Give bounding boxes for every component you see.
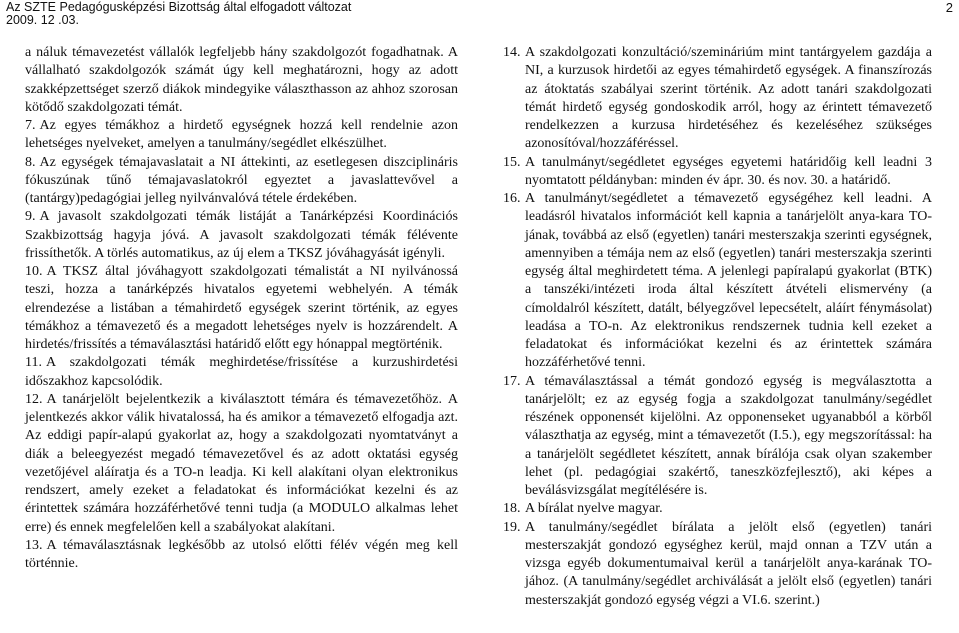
- list-item-text: A témaválasztással a témát gondozó egység is megválasztotta a tanárjelölt; ez az egység fogja a szakdolgozat tanulmány/segédlet részének opponensét kijelölni. Az opponenseket ugyanabból a körből választhatja az egység, mint a témavezetőt (I.5.), egy megszorítással: ha a tanárjelölt segédletet készített, annak bírálója csak olyan szakember lehet (pl. pedagógiai szakértő, taneszközfejlesztő), aki képes a beválásvizsgálat megítélésére is.: [525, 373, 932, 498]
- list-item: [25, 391, 458, 537]
- list-item-number: 10.: [25, 264, 43, 279]
- list-item-number: 17.: [503, 373, 521, 389]
- list-item-number: 19.: [503, 519, 521, 535]
- list-item: [25, 537, 458, 574]
- list-item-text: A javasolt szakdolgozati témák listáját a Tanárképzési Koordinációs Szakbizottság hagyja jóvá. A javasolt szakdolgozati témák félévente frissíthetők. A törlés automatikus, az új elem a TKSZ jóváhagyását igényli.: [25, 209, 458, 261]
- list-item-text: A tanulmányt/segédletet a témavezető egységéhez kell leadni. A leadásról hivatalos információt kell kapnia a tanárjelölt anya-kara TO-jának, továbbá az első (egyetlen) tanári mesterszakja szerinti egységnek, amennyiben a témája nem az első (egyetlen) tanári mesterszakja szerinti egység által meghirdetett téma. A jelenlegi papíralapú gyakorlat (BTK) a tanszéki/intézeti iroda által készített átvételi elismervény (a címoldalról készített, datált, bélyegzővel lepecsételt, aláírt fénymásolat) leadása a TO-n. Az elektronikus rendszernek tudnia kell ezeket a feladatokat és információkat kezelni és az érintettek számára hozzáférhetővé tenni.: [525, 191, 932, 371]
- list-item-number: 13.: [25, 537, 43, 553]
- list-item-text: A TKSZ által jóváhagyott szakdolgozati témalistát a NI nyilvánossá teszi, hozza a tanárképzés hivatalos egyetemi webhelyén. A témák elrendezése a listában a témahirdető egységek szerint történik, az egyes témákhoz a témavezető és a megadott lehetséges nyelv is hozzárendelt. A hirdetés/frissítés a témaválasztási határidő előtt egy hónappal megtörténik.: [25, 264, 458, 352]
- page-number: 2: [945, 0, 953, 15]
- list-item-text: A tanulmány/segédlet bírálata a jelölt első (egyetlen) tanári mesterszakját gondozó egységhez kerül, majd onnan a TZV után a vizsga egyéb dokumentumaival kerül a tanárjelölt anya-karának TO-jához. (A tanulmány/segédlet archiválását a jelölt első (egyetlen) tanári mesterszakját gondozó egység végzi a VI.6. szerint.): [525, 519, 932, 608]
- list-item: [25, 208, 458, 263]
- list-item-text: A szakdolgozati konzultáció/szemináriúm mint tantárgyelem gazdája a NI, a kurzusok hirdetői az egyes témahirdető egységek. A finanszírozás az átoktatás szabályai szerint történik. Az adott tanári szakdolgozati témát hirdető egység gondoskodik arról, hogy az érintett témavezető rendelkezzen a kurzusa hirdetéséhez és kezeléséhez szükséges azonosítóval/hozzáféréssel.: [525, 45, 932, 152]
- list-item-text: A tanárjelölt bejelentkezik a kiválasztott témára és témavezetőhöz. A jelentkezés akkor válik hivatalossá, ha és amikor a témavezető elfogadja azt. Az eddigi papír-alapú gyakorlat az, hogy a szakdolgozati nyomtatványt a diák a beleegyezést megadó témavezetővel és az adott oktatási egység vezetőjével aláíratja és a TO-n leadja. Ki kell alakítani olyan elektronikus rendszert, amely ezeket a feladatokat és információkat kezelni és az érintettek számára hozzáférhetővé tenni tudja (a MODULO alkalmas lehet erre) és ennek megfelelően kell a szabályokat alakítani.: [25, 391, 458, 535]
- list-item-text: Az egyes témákhoz a hirdető egységnek hozzá kell rendelnie azon lehetséges nyelveket, amelyen a tanulmány/segédlet elkészülhet.: [25, 118, 458, 152]
- list-item-number: 9.: [25, 209, 36, 225]
- list-item-number: 11.: [25, 355, 42, 371]
- list-item: [503, 373, 932, 501]
- left-column: [25, 44, 458, 573]
- header-title: Az SZTE Pedagógusképzési Bizottság által elfogadott változat: [6, 0, 352, 14]
- list-item: [503, 44, 932, 154]
- list-item: [503, 500, 932, 518]
- list-item: [503, 519, 932, 610]
- list-item-text: A témaválasztásnak legkésőbb az utolsó előtti félév végén meg kell történnie.: [25, 537, 458, 571]
- list-item-number: 18.: [503, 501, 521, 517]
- paragraph-continuation: a náluk témavezetést vállalók legfeljebb hány szakdolgozót fogadhatnak. A vállalható szakdolgozók számát úgy kell meghatározni, hogy az adott szakképzettséget szerző diákok mindegyike választhasson az ahhoz szorosan kötődő szakdolgozati témát.: [25, 45, 458, 115]
- list-item-number: 16.: [503, 191, 521, 206]
- right-column: [503, 44, 932, 610]
- list-item-text: A bírálat nyelve magyar.: [525, 501, 663, 517]
- list-item-number: 7.: [25, 118, 36, 133]
- list-item: [25, 154, 458, 209]
- list-item: [25, 354, 458, 391]
- list-item: [25, 117, 458, 154]
- list-item: [25, 263, 458, 354]
- list-item-text: A szakdolgozati témák meghirdetése/frissítése a kurzushirdetési időszakhoz kapcsolódik.: [25, 355, 458, 389]
- list-item: [503, 154, 932, 191]
- list-item-number: 14.: [503, 45, 521, 60]
- list-item: [503, 190, 932, 373]
- list-item-number: 15.: [503, 154, 521, 170]
- list-item-text: Az egységek témajavaslatait a NI áttekinti, az esetlegesen diszciplináris fókuszúnak tűnő témajavaslatokról egyeztet a javaslattevővel a (tantárgy)pedagógiai jelleg nyilvánvalóvá tétele érdekében.: [25, 154, 458, 206]
- header-date: 2009. 12 .03.: [6, 13, 79, 27]
- list-item-text: A tanulmányt/segédletet egységes egyetemi határidőig kell leadni 3 nyomtatott példányban: minden év ápr. 30. és nov. 30. a határidő.: [525, 154, 932, 188]
- list-item-number: 8.: [25, 154, 36, 170]
- list-item-number: 12.: [25, 391, 43, 407]
- page-header: [0, 0, 959, 28]
